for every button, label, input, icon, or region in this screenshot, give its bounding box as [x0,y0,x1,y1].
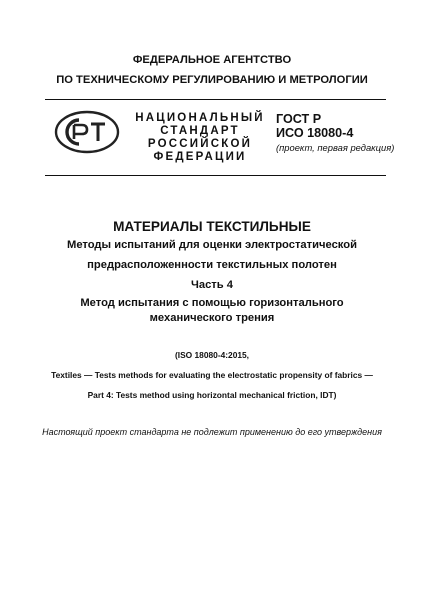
gost-designation [276,112,353,140]
method-line-2: механического трения [149,312,275,324]
iso-reference-line-1: (ISO 18080-4:2015, [174,350,250,360]
gost-label: ГОСТ Р [276,112,322,126]
footer-note: Настоящий проект стандарта не подлежит применению до его утверждения [42,427,382,437]
standard-line-1: НАЦИОНАЛЬНЫЙ [135,112,265,124]
part-label: Часть 4 [191,279,233,291]
standard-line-2: СТАНДАРТ [160,125,240,137]
standard-line-4: ФЕДЕРАЦИИ [153,151,247,163]
document-title: МАТЕРИАЛЫ ТЕКСТИЛЬНЫЕ [113,219,311,234]
agency-line-1: ФЕДЕРАЛЬНОЕ АГЕНТСТВО [132,54,292,66]
draft-note: (проект, первая редакция) [276,142,395,153]
method-line-1: Метод испытания с помощью горизонтального [80,297,344,309]
rst-certification-logo-icon [54,110,120,154]
iso-reference-line-2: Textiles — Tests methods for evaluating the electrostatic propensity of fabrics — [51,370,373,380]
standard-line-3: РОССИЙСКОЙ [147,138,253,150]
iso-number: ИСО 18080-4 [276,126,354,140]
national-standard-label [124,112,276,164]
iso-reference [0,345,424,405]
subtitle-line-1: Методы испытаний для оценки электростатической [67,239,357,251]
top-divider [45,99,386,100]
subtitle-line-2: предрасположенности текстильных полотен [87,259,337,271]
agency-line-2: ПО ТЕХНИЧЕСКОМУ РЕГУЛИРОВАНИЮ И МЕТРОЛОГИИ [56,74,368,86]
iso-reference-line-3: Part 4: Tests method using horizontal mechanical friction, IDT) [87,390,337,400]
agency-header [0,50,424,90]
bottom-divider [45,175,386,176]
